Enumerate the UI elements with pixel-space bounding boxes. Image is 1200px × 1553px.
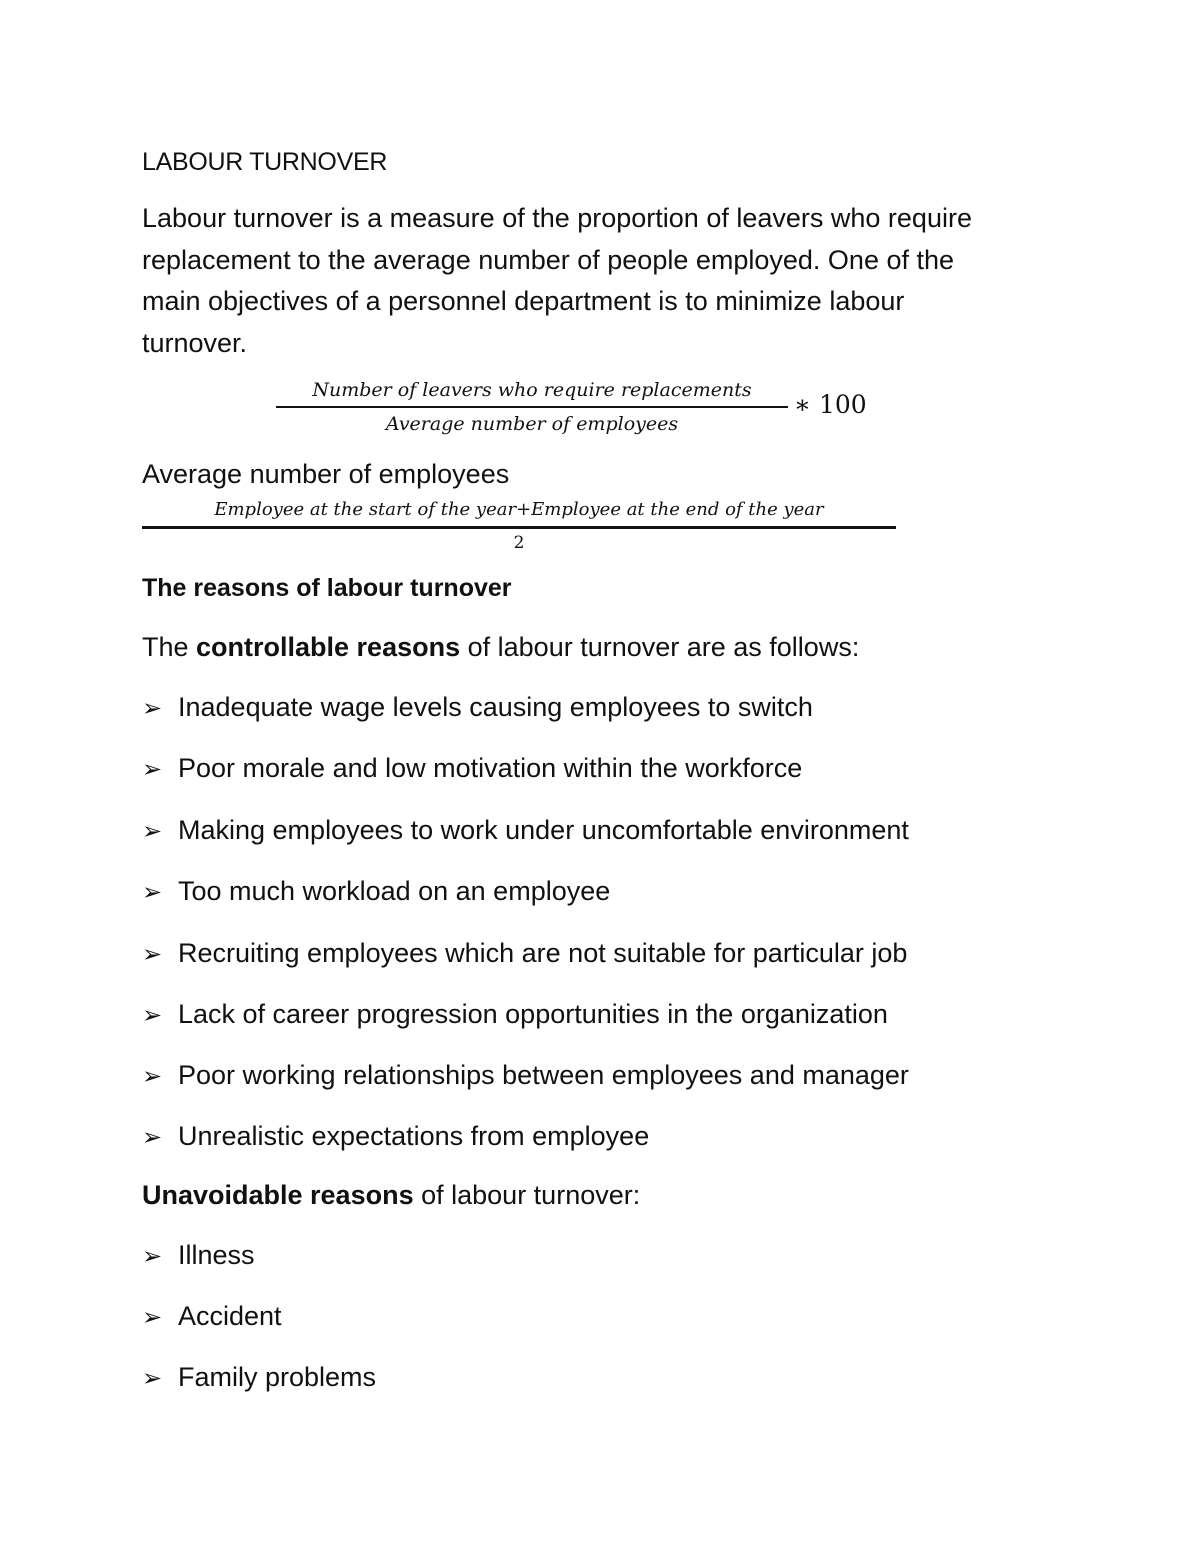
document-title: LABOUR TURNOVER (142, 148, 388, 176)
list-item: ➢ Poor working relationships between employees and manager (142, 1060, 909, 1090)
list-item: ➢ Too much workload on an employee (142, 876, 611, 906)
unavoidable-intro (142, 1180, 640, 1211)
turnover-formula-fraction-bar (276, 406, 788, 408)
list-item: ➢ Illness (142, 1240, 255, 1270)
average-employees-label: Average number of employees (142, 459, 510, 489)
unavoidable-intro-bold: Unavoidable reasons (142, 1180, 414, 1210)
list-item: ➢ Unrealistic expectations from employee (142, 1121, 650, 1151)
arrow-bullet-icon: ➢ (142, 755, 163, 783)
list-item: ➢ Family problems (142, 1362, 377, 1392)
arrow-bullet-icon: ➢ (142, 940, 163, 968)
controllable-intro-bold: controllable reasons (196, 632, 461, 662)
arrow-bullet-icon: ➢ (142, 1364, 163, 1392)
intro-line-1: Labour turnover is a measure of the proportion of leavers who require (142, 203, 972, 233)
arrow-bullet-icon: ➢ (142, 1062, 163, 1090)
list-item: ➢ Recruiting employees which are not suitable for particular job (142, 938, 908, 968)
unavoidable-intro-suffix: of labour turnover: (413, 1180, 641, 1210)
average-formula-numerator: Employee at the start of the year+Employee at the end of the year (214, 499, 824, 520)
intro-line-2: replacement to the average number of people employed. One of the (142, 245, 955, 275)
arrow-bullet-icon: ➢ (142, 694, 163, 722)
arrow-bullet-icon: ➢ (142, 1242, 163, 1270)
list-item: ➢ Accident (142, 1301, 282, 1331)
list-item: ➢ Poor morale and low motivation within the workforce (142, 753, 803, 783)
average-formula-fraction-bar (142, 526, 896, 529)
list-item: ➢ Making employees to work under uncomfortable environment (142, 815, 909, 845)
arrow-bullet-icon: ➢ (142, 817, 163, 845)
controllable-intro-suffix: of labour turnover are as follows: (460, 632, 860, 662)
intro-line-3: main objectives of a personnel department is to minimize labour (142, 286, 905, 316)
intro-line-4: turnover. (142, 328, 248, 358)
turnover-formula-multiplier: ∗ 100 (794, 390, 867, 419)
arrow-bullet-icon: ➢ (142, 1303, 163, 1331)
arrow-bullet-icon: ➢ (142, 878, 163, 906)
controllable-intro-prefix: The (142, 632, 197, 662)
arrow-bullet-icon: ➢ (142, 1123, 163, 1151)
reasons-heading: The reasons of labour turnover (142, 574, 512, 602)
turnover-formula-denominator: Average number of employees (385, 413, 679, 435)
turnover-formula-numerator: Number of leavers who require replacements (312, 379, 752, 401)
list-item: ➢ Inadequate wage levels causing employees to switch (142, 692, 813, 722)
list-item: ➢ Lack of career progression opportunities in the organization (142, 999, 888, 1029)
controllable-intro (142, 632, 859, 663)
arrow-bullet-icon: ➢ (142, 1001, 163, 1029)
average-formula-denominator: 2 (513, 533, 525, 553)
